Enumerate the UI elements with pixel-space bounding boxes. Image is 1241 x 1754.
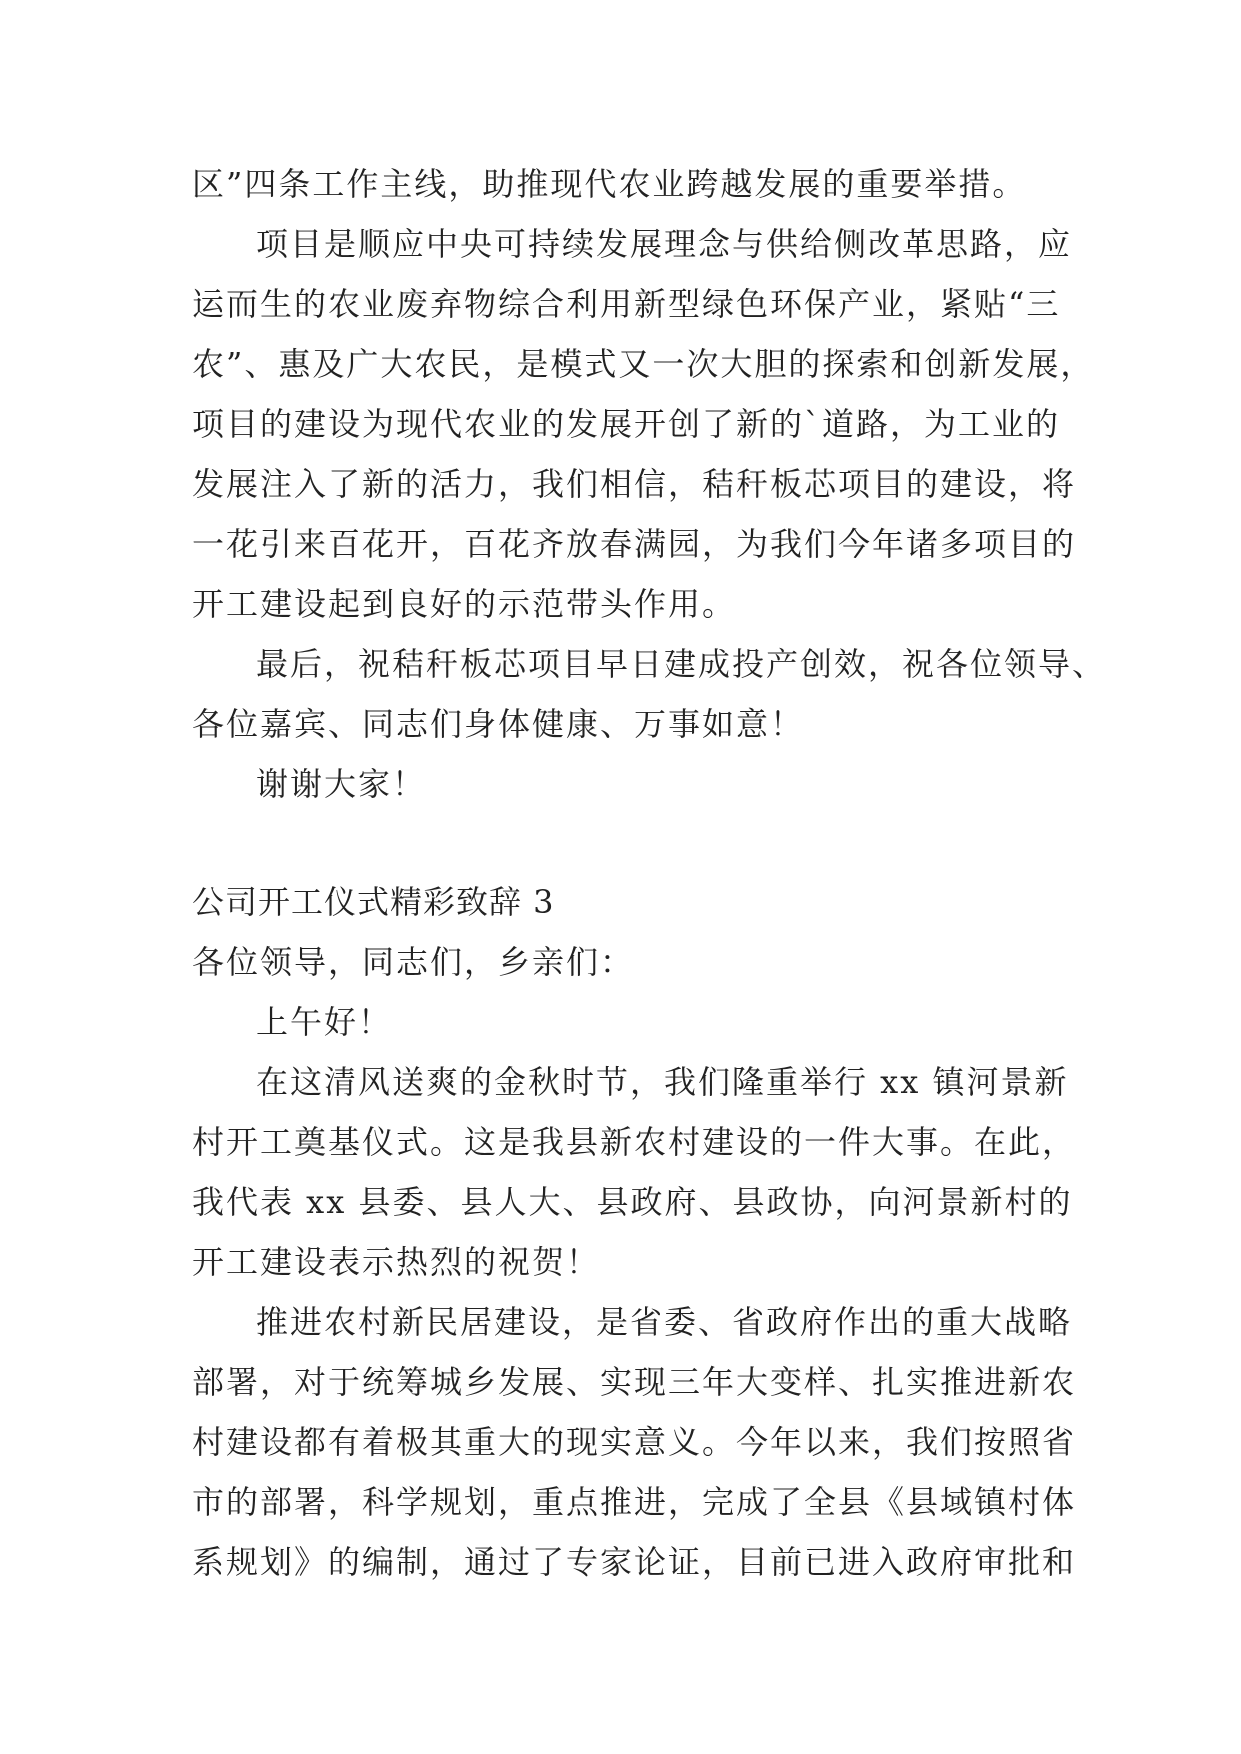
paragraph-line: 农”、惠及广大农民，是模式又一次大胆的探索和创新发展， — [192, 345, 1095, 383]
paragraph-line: 发展注入了新的活力，我们相信，秸秆板芯项目的建设，将 — [192, 465, 1077, 503]
section-gap — [192, 814, 1067, 872]
salutation-line: 各位领导，同志们，乡亲们： — [192, 943, 635, 981]
paragraph-line: 运而生的农业废弃物综合利用新型绿色环保产业，紧贴“三 — [192, 285, 1061, 323]
document-body — [192, 154, 1107, 1592]
paragraph-line: 村建设都有着极其重大的现实意义。今年以来，我们按照省 — [192, 1423, 1077, 1461]
closing-line: 谢谢大家！ — [256, 765, 427, 803]
paragraph-line: 开工建设表示热烈的祝贺！ — [192, 1243, 601, 1281]
paragraph-line: 各位嘉宾、同志们身体健康、万事如意！ — [192, 705, 805, 743]
paragraph-line: 推进农村新民居建设，是省委、省政府作出的重大战略 — [256, 1303, 1073, 1341]
paragraph-line: 村开工奠基仪式。这是我县新农村建设的一件大事。在此， — [192, 1123, 1077, 1161]
paragraph-line: 在这清风送爽的金秋时节，我们隆重举行 xx 镇河景新 — [256, 1063, 1069, 1101]
paragraph-line: 项目是顺应中央可持续发展理念与供给侧改革思路，应 — [256, 225, 1073, 263]
paragraph-line: 区”四条工作主线，助推现代农业跨越发展的重要举措。 — [192, 165, 1027, 203]
section-title: 公司开工仪式精彩致辞 3 — [192, 883, 555, 921]
paragraph-line: 市的部署，科学规划，重点推进，完成了全县《县域镇村体 — [192, 1483, 1077, 1521]
paragraph-line: 一花引来百花开，百花齐放春满园，为我们今年诸多项目的 — [192, 525, 1077, 563]
paragraph-line: 系规划》的编制，通过了专家论证，目前已进入政府审批和 — [192, 1543, 1077, 1581]
paragraph-line: 项目的建设为现代农业的发展开创了新的`道路，为工业的 — [192, 405, 1061, 443]
paragraph-line: 我代表 xx 县委、县人大、县政府、县政协，向河景新村的 — [192, 1183, 1073, 1221]
paragraph-line: 开工建设起到良好的示范带头作用。 — [192, 585, 737, 623]
paragraph-line: 部署，对于统筹城乡发展、实现三年大变样、扎实推进新农 — [192, 1363, 1077, 1401]
greeting-line: 上午好！ — [256, 1003, 393, 1041]
paragraph-line: 最后，祝秸秆板芯项目早日建成投产创效，祝各位领导、 — [256, 645, 1107, 683]
